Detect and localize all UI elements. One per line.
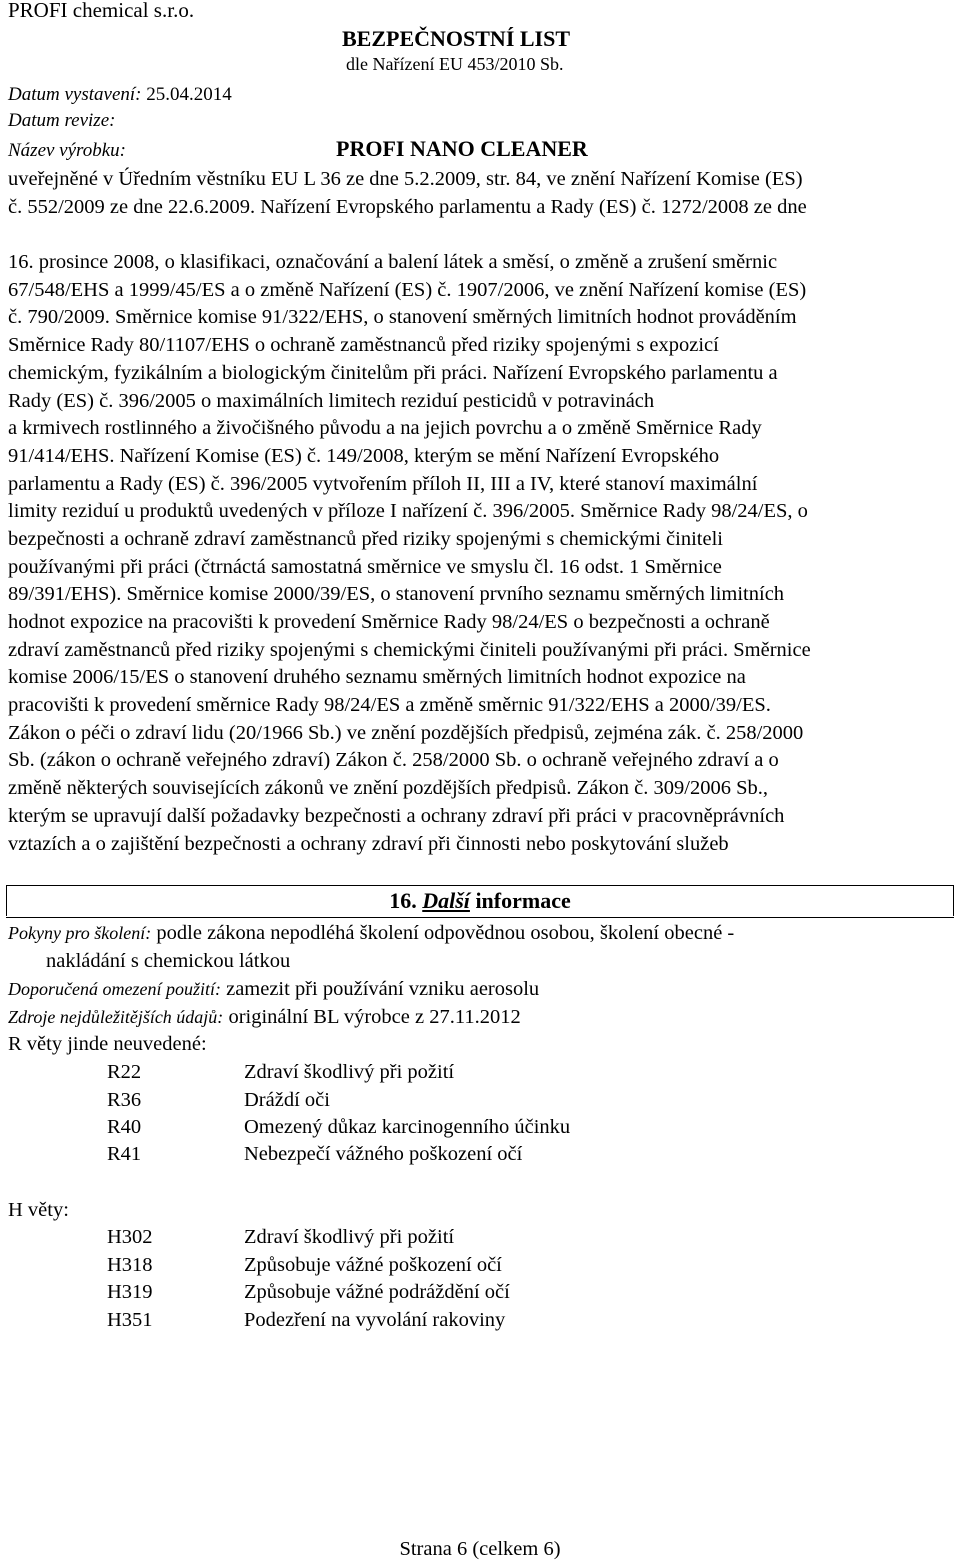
company-name: PROFI chemical s.r.o. [8, 0, 195, 22]
h-phrase-code: H302 [107, 1226, 153, 1248]
page-number: Strana 6 (celkem 6) [399, 1538, 561, 1560]
h-phrase-text: Zdraví škodlivý při požití [244, 1226, 455, 1248]
legal-line: pracovišti k provedení směrnice Rady 98/24/ES a změně směrnic 91/322/EHS a 2000/39/ES. [8, 694, 771, 717]
restriction-row [8, 978, 539, 1001]
legal-line: 67/548/EHS a 1999/45/ES a o změně Nařízení (ES) č. 1907/2006, ve znění Nařízení komise (ES) [8, 278, 807, 301]
legal-line: 16. prosince 2008, o klasifikaci, označování a balení látek a směsí, o změně a zrušení směrnic [8, 251, 778, 274]
legal-line [8, 221, 958, 249]
legal-line: komise 2006/15/ES o stanovení druhého seznamu směrných limitních hodnot expozice na [8, 666, 746, 689]
issue-date-value: 25.04.2014 [146, 84, 232, 105]
h-phrase-text: Způsobuje vážné poškození očí [244, 1254, 502, 1276]
restriction-label: Doporučená omezení použití: [8, 979, 221, 999]
training-text: podle zákona nepodléhá školení odpovědnou osobou, školení obecné - [156, 922, 735, 944]
r-phrases-heading: R věty jinde neuvedené: [8, 1033, 207, 1055]
regulation-reference: dle Nařízení EU 453/2010 Sb. [346, 54, 564, 74]
legal-line: kterým se upravují další požadavky bezpečnosti a ochrany zdraví při práci v pracovněprávních [8, 804, 785, 827]
legal-line: uveřejněné v Úředním věstníku EU L 36 ze dne 5.2.2009, str. 84, ve znění Nařízení Komise (ES) [8, 168, 803, 190]
h-phrase-text: Způsobuje vážné podráždění očí [244, 1281, 510, 1303]
legal-line: hodnot expozice na pracovišti k provedení Směrnice Rady 98/24/ES o bezpečnosti a ochraně [8, 611, 770, 633]
section-title-italic: Další [422, 888, 470, 913]
legal-line: Rady (ES) č. 396/2005 o maximálních limitech reziduí pesticidů v potravinách [8, 389, 655, 412]
legal-line: bezpečnosti a ochraně zdraví zaměstnanců před riziky spojenými s chemickými činiteli [8, 527, 723, 550]
h-phrase-code: H318 [107, 1254, 153, 1276]
r-phrase-text: Dráždí oči [244, 1089, 330, 1111]
legal-line: Sb. (zákon o ochraně veřejného zdraví) Zákon č. 258/2000 Sb. o ochraně veřejného zdraví a o [8, 749, 779, 772]
legal-line: parlamentu a Rady (ES) č. 396/2005 vytvořením příloh II, III a IV, které stanoví maximální [8, 472, 758, 495]
legal-line: 91/414/EHS. Nařízení Komise (ES) č. 149/2008, kterým se mění Nařízení Evropského [8, 444, 720, 467]
legal-line: limity reziduí u produktů uvedených v příloze I nařízení č. 396/2005. Směrnice Rady 98/24/ES, o [8, 500, 808, 523]
r-phrase-code: R40 [107, 1116, 142, 1138]
legal-line: Směrnice Rady 80/1107/EHS o ochraně zaměstnanců před riziky spojenými s expozicí [8, 334, 719, 357]
sources-label: Zdroje nejdůležitějších údajů: [8, 1007, 224, 1027]
h-phrase-text: Podezření na vyvolání rakoviny [244, 1309, 506, 1331]
legal-line: a krmivech rostlinného a živočišného původu a na jejich povrchu a o změně Směrnice Rady [8, 417, 762, 440]
section-16-heading [0, 888, 960, 914]
training-text-continued: nakládání s chemickou látkou [46, 950, 291, 972]
r-phrase-text: Zdraví škodlivý při požití [244, 1061, 455, 1083]
r-phrase-text: Nebezpečí vážného poškození očí [244, 1143, 523, 1165]
legal-line: chemickým, fyzikálním a biologickým činitelům při práci. Nařízení Evropského parlamentu a [8, 361, 778, 384]
h-phrase-code: H351 [107, 1309, 153, 1331]
legal-line: 89/391/EHS). Směrnice komise 2000/39/ES, o stanovení prvního seznamu směrných limitních [8, 583, 785, 606]
section-heading-rule [6, 917, 954, 918]
product-name-label: Název výrobku: [8, 140, 126, 161]
training-label: Pokyny pro školení: [8, 923, 152, 943]
r-phrase-code: R41 [107, 1143, 142, 1165]
r-phrase-code: R22 [107, 1061, 142, 1083]
issue-date-row [8, 84, 232, 106]
legal-line: změně některých souvisejících zákonů ve znění pozdějších předpisů. Zákon č. 309/2006 Sb., [8, 777, 768, 800]
product-name: PROFI NANO CLEANER [336, 136, 588, 161]
section-number: 16. [389, 888, 417, 913]
h-phrase-code: H319 [107, 1281, 153, 1303]
legal-references-block [8, 166, 958, 858]
r-phrase-text: Omezený důkaz karcinogenního účinku [244, 1116, 571, 1138]
sources-row [8, 1006, 521, 1029]
r-phrase-code: R36 [107, 1089, 142, 1111]
sources-text: originální BL výrobce z 27.11.2012 [228, 1006, 521, 1028]
restriction-text: zamezit při používání vzniku aerosolu [226, 978, 540, 1000]
revision-date-label: Datum revize: [8, 110, 116, 131]
legal-line: č. 552/2009 ze dne 22.6.2009. Nařízení Evropského parlamentu a Rady (ES) č. 1272/2008 ze dne [8, 195, 807, 218]
issue-date-label: Datum vystavení: [8, 84, 142, 105]
legal-line: Zákon o péči o zdraví lidu (20/1966 Sb.) ve znění pozdějších předpisů, zejména zák. č. 258/2000 [8, 721, 804, 744]
legal-line: č. 790/2009. Směrnice komise 91/322/EHS, o stanovení směrných limitních hodnot prováděním [8, 306, 797, 329]
h-phrases-heading: H věty: [8, 1199, 69, 1221]
section-title-rest: informace [475, 888, 571, 913]
legal-line: zdraví zaměstnanců před riziky spojenými s chemickými činiteli používanými při práci. Směrnice [8, 638, 811, 661]
legal-line: vztazích a o zajištění bezpečnosti a ochrany zdraví při činnosti nebo poskytování služeb [8, 832, 729, 855]
document-title: BEZPEČNOSTNÍ LIST [342, 26, 571, 51]
training-row [8, 922, 734, 945]
legal-line: používanými při práci (čtrnáctá samostatná směrnice ve smyslu čl. 16 odst. 1 Směrnice [8, 555, 722, 578]
